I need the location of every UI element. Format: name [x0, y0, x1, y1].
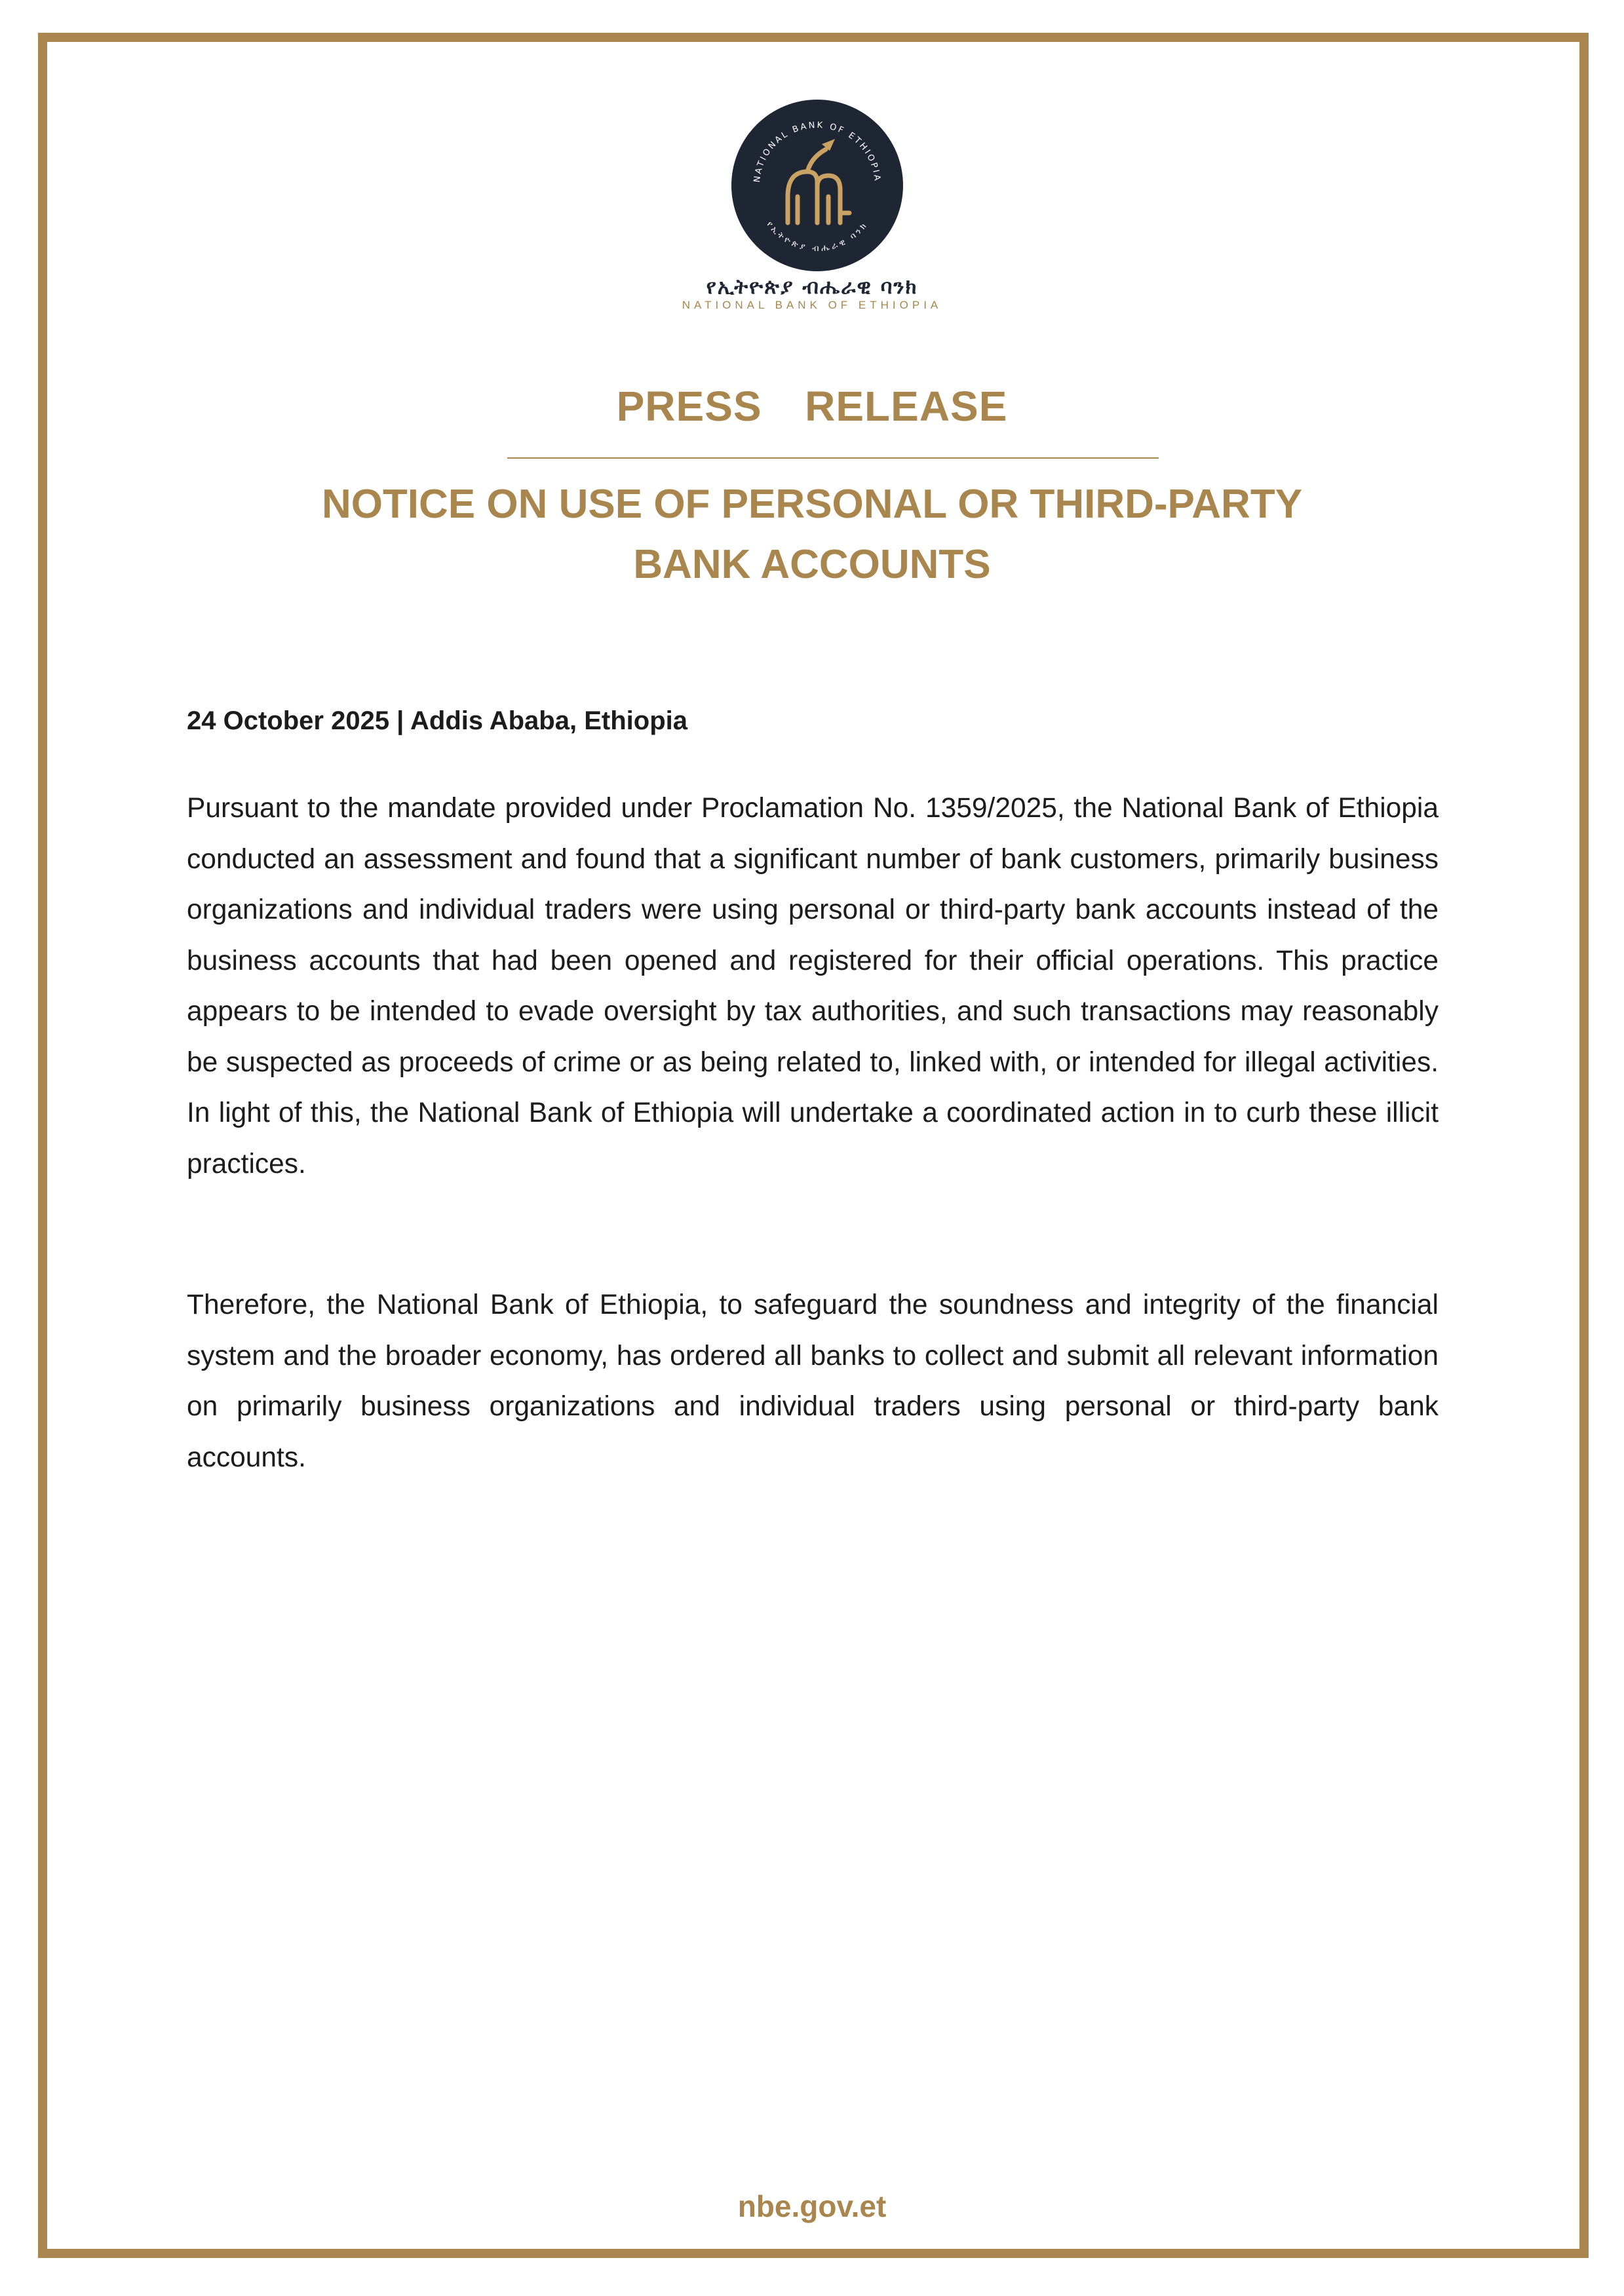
- dateline: 24 October 2025 | Addis Ababa, Ethiopia: [187, 706, 687, 735]
- bank-name-amharic: የኢትዮጵያ ብሔራዊ ባንክ: [706, 275, 918, 299]
- nbe-seal-icon: [730, 98, 904, 273]
- website-link[interactable]: nbe.gov.et: [737, 2189, 887, 2223]
- notice-title-line: BANK ACCOUNTS: [633, 542, 991, 587]
- bank-name-english: NATIONAL BANK OF ETHIOPIA: [682, 299, 942, 311]
- notice-title-line: NOTICE ON USE OF PERSONAL OR THIRD-PARTY: [321, 482, 1303, 527]
- notice-title: [0, 474, 1624, 595]
- press-release-label: PRESS RELEASE: [616, 383, 1008, 430]
- nbe-logo: [730, 98, 904, 273]
- body-paragraph: Therefore, the National Bank of Ethiopia, to safeguard the soundness and integrity of the financial system and the broader economy, has ordered all banks to collect and submit all relevant information on primarily business organizations and individual traders using personal or third-party bank accounts.: [187, 1290, 1439, 1473]
- seal-ring-text-am: የኢትዮጵያ ብሔራዊ ባንክ: [764, 220, 870, 254]
- seal-ring-text-en: NATIONAL BANK OF ETHIOPIA: [752, 120, 883, 183]
- header-divider: [507, 457, 1159, 459]
- body-paragraph: Pursuant to the mandate provided under Proclamation No. 1359/2025, the National Bank of Ethiopia conducted an assessment and found that a significant number of bank customers, primarily business organizations and individual traders were using personal or third-party bank accounts instead of the business accounts that had been opened and registered for their official operations. This practice appears to be intended to evade oversight by tax authorities, and such transactions may reasonably be suspected as proceeds of crime or as being related to, linked with, or intended for illegal activities. In light of this, the National Bank of Ethiopia will undertake a coordinated action in to curb these illicit practices.: [187, 793, 1439, 1179]
